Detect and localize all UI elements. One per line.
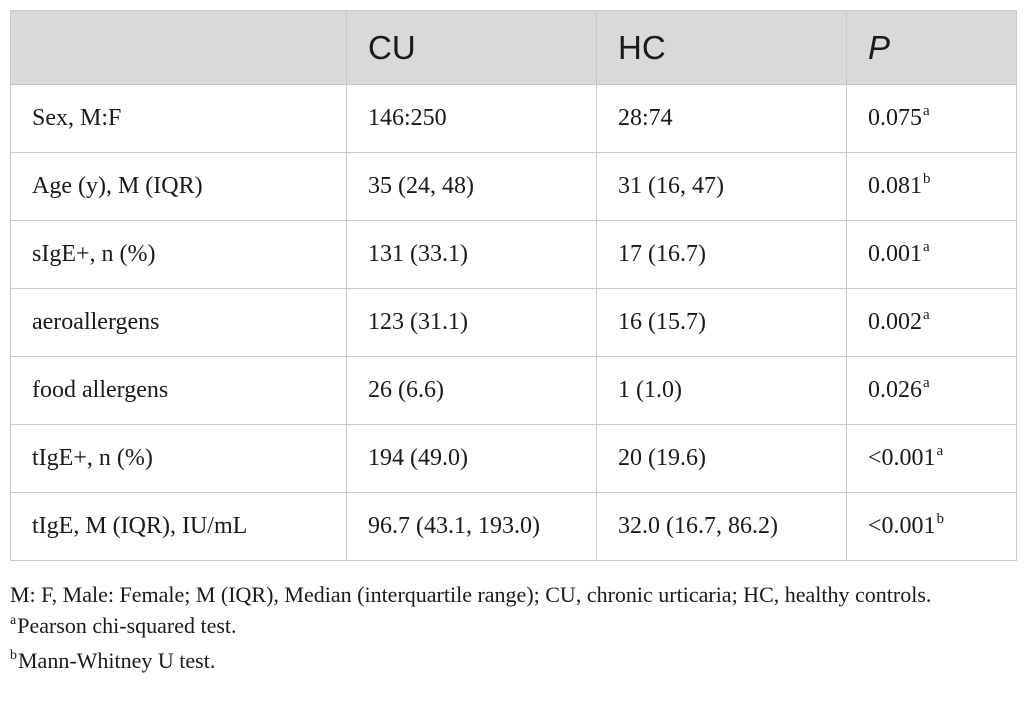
table-figure	[10, 10, 1016, 680]
footnote-b-marker: b	[10, 648, 17, 663]
row-label: food allergens	[11, 357, 347, 425]
p-cell	[847, 289, 1017, 357]
p-value: 0.002	[868, 309, 922, 335]
p-superscript: a	[923, 103, 930, 119]
p-value: <0.001	[868, 445, 936, 471]
p-superscript: a	[923, 239, 930, 255]
table-row	[11, 153, 1017, 221]
p-value: 0.081	[868, 173, 922, 199]
p-superscript: b	[936, 511, 945, 527]
footnote-b-text: Mann-Whitney U test.	[18, 648, 216, 673]
table-row	[11, 425, 1017, 493]
row-label: sIgE+, n (%)	[11, 221, 347, 289]
p-value: 0.026	[868, 377, 922, 403]
table-row	[11, 85, 1017, 153]
cu-value: 26 (6.6)	[347, 357, 597, 425]
cu-value: 131 (33.1)	[347, 221, 597, 289]
p-superscript: a	[923, 307, 930, 323]
p-cell	[847, 493, 1017, 561]
p-cell	[847, 221, 1017, 289]
hc-value: 17 (16.7)	[597, 221, 847, 289]
hc-value: 28:74	[597, 85, 847, 153]
p-superscript: a	[923, 375, 930, 391]
hc-value: 20 (19.6)	[597, 425, 847, 493]
cu-value: 96.7 (43.1, 193.0)	[347, 493, 597, 561]
table-header-row	[11, 11, 1017, 85]
table-row	[11, 493, 1017, 561]
p-superscript: a	[936, 443, 944, 459]
footnote-a-marker: a	[10, 613, 17, 628]
table-row	[11, 221, 1017, 289]
header-empty	[11, 11, 347, 85]
header-hc: HC	[597, 11, 847, 85]
cu-value: 35 (24, 48)	[347, 153, 597, 221]
p-cell	[847, 153, 1017, 221]
footnote-a-text: Pearson chi-squared test.	[17, 613, 237, 638]
demographics-table	[10, 10, 1017, 561]
table-row	[11, 289, 1017, 357]
cu-value: 146:250	[347, 85, 597, 153]
cu-value: 194 (49.0)	[347, 425, 597, 493]
header-p: P	[847, 11, 1017, 85]
footnote-b	[10, 645, 1016, 680]
p-value: 0.075	[868, 105, 922, 131]
row-label: Sex, M:F	[11, 85, 347, 153]
p-value: <0.001	[868, 513, 936, 539]
hc-value: 31 (16, 47)	[597, 153, 847, 221]
hc-value: 32.0 (16.7, 86.2)	[597, 493, 847, 561]
row-label: aeroallergens	[11, 289, 347, 357]
p-cell	[847, 85, 1017, 153]
hc-value: 16 (15.7)	[597, 289, 847, 357]
table-row	[11, 357, 1017, 425]
p-cell	[847, 425, 1017, 493]
footnote-a	[10, 610, 1016, 645]
hc-value: 1 (1.0)	[597, 357, 847, 425]
row-label: tIgE, M (IQR), IU/mL	[11, 493, 347, 561]
p-superscript: b	[923, 171, 931, 187]
row-label: tIgE+, n (%)	[11, 425, 347, 493]
table-footnotes	[10, 579, 1016, 680]
row-label: Age (y), M (IQR)	[11, 153, 347, 221]
cu-value: 123 (31.1)	[347, 289, 597, 357]
p-cell	[847, 357, 1017, 425]
header-cu: CU	[347, 11, 597, 85]
p-value: 0.001	[868, 241, 922, 267]
abbreviations-note: M: F, Male: Female; M (IQR), Median (interquartile range); CU, chronic urticaria; HC, healthy controls.	[10, 582, 932, 607]
